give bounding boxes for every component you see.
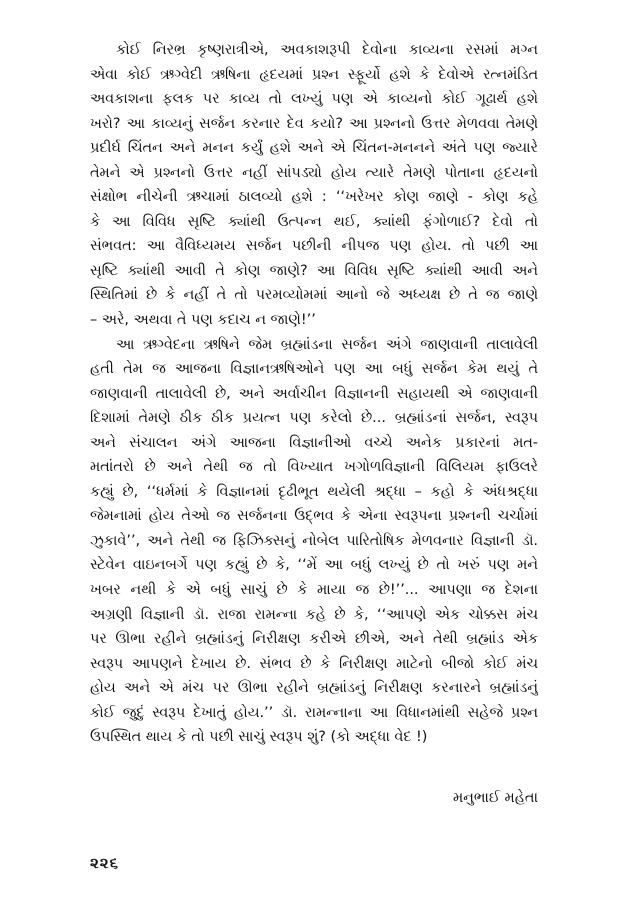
text-line: હતી તેમ જ આજના વિજ્ઞાનઋષિઓને પણ આ બધું સર્જન કેમ થયું તે bbox=[90, 361, 538, 378]
text-line: અવકાશના ફલક પર કાવ્ય તો લખ્યું પણ એ કાવ્યનો કોઈ ગૂઢાર્થ હશે bbox=[90, 91, 538, 108]
text-line: જાણવાની તાલાવેલી છે, અને અર્વાચીન વિજ્ઞાનની સહાયથી એ જાણવાની bbox=[90, 385, 538, 402]
text-line: કે આ વિવિધ સૃષ્ટિ ક્યાંથી ઉત્પન્ન થઈ, ક્યાંથી ફંગોળાઈ? દેવો તો bbox=[90, 213, 538, 230]
text-line: ખબર નથી કે એ બધું સાચું છે કે માયા જ છે!’’... આપણા જ દેશના bbox=[90, 582, 538, 599]
text-line: દિશામાં તેમણે ઠીક ઠીક પ્રયત્ન પણ કરેલો છે... બ્રહ્માંડનાં સર્જન, સ્વરૂપ bbox=[90, 410, 538, 427]
paragraph-1 bbox=[90, 38, 538, 333]
text-line: અગ્રણી વિજ્ઞાની ડૉ. રાજા રામન્ના કહે છે કે, ‘‘આપણે એક ચોક્કસ મંચ bbox=[90, 606, 538, 623]
text-line: અને સંચાલન અંગે આજના વિજ્ઞાનીઓ વચ્ચે અનેક પ્રકારનાં મત- bbox=[90, 434, 538, 451]
text-line: પર ઊભા રહીને બ્રહ્માંડનું નિરીક્ષણ કરીએ છીએ, અને તેથી બ્રહ્માંડ એક bbox=[90, 631, 538, 648]
text-line: સૃષ્ટિ ક્યાંથી આવી તે કોણ જાણે? આ વિવિધ સૃષ્ટિ ક્યાંથી આવી અને bbox=[90, 262, 538, 279]
text-line: હોય અને એ મંચ પર ઊભા રહીને બ્રહ્માંડનું નિરીક્ષણ કરનારને બ્રહ્માંડનું bbox=[90, 680, 538, 697]
body-text bbox=[90, 38, 538, 750]
text-line: જેમનામાં હોય તેઓ જ સર્જનના ઉદ્‌ભવ કે એના સ્વરૂપના પ્રશ્નની ચર્ચામાં bbox=[90, 508, 538, 525]
text-line: એવા કોઈ ઋગ્વેદી ઋષિના હૃદયમાં પ્રશ્ન સ્ફૂર્યો હશે કે દેવોએ રત્નમંડિત bbox=[90, 66, 538, 83]
text-line: – અરે, અથવા તે પણ કદાચ ન જાણે!’’ bbox=[90, 312, 316, 329]
author-signature: મનુભાઈ મહેતા bbox=[452, 790, 538, 806]
paragraph-2 bbox=[90, 333, 538, 750]
text-line: ઉપસ્થિત થાય કે તો પછી સાચું સ્વરૂપ શું? (કો અદ્ધા વેદ !) bbox=[90, 729, 428, 746]
text-line: આ ઋગ્વેદના ઋષિને જેમ બ્રહ્માંડના સર્જન અંગે જાણવાની તાલાવેલી bbox=[116, 336, 538, 353]
text-line: સંભવત: આ વૈવિધ્યમય સર્જન પછીની નીપજ પણ હોય. તો પછી આ bbox=[90, 238, 538, 255]
text-line: પ્રદીર્ઘ ચિંતન અને મનન કર્યું હશે અને એ ચિંતન-મનનને અંતે પણ જ્યારે bbox=[90, 140, 538, 157]
page-number: ૨૨૬ bbox=[90, 854, 120, 872]
text-line: કહ્યું છે, ‘‘ધર્મમાં કે વિજ્ઞાનમાં દૃઢીભૂત થયેલી શ્રદ્ધા – કહો કે અંધશ્રદ્ધા bbox=[90, 483, 538, 500]
text-line: કોઈ નિરભ્ર કૃષ્ણરાત્રીએ, અવકાશરૂપી દેવોના કાવ્યના રસમાં મગ્ન bbox=[116, 42, 538, 58]
text-line: ઝુકાવે’’, અને તેથી જ ફિઝિક્સનું નોબેલ પારિતોષિક મેળવનાર વિજ્ઞાની ડૉ. bbox=[90, 532, 538, 549]
text-line: સ્ટેવેન વાઇનબર્ગે પણ કહ્યું છે કે, ‘‘મેં આ બધું લખ્યું છે તો ખરું પણ મને bbox=[90, 557, 538, 574]
text-line: સંક્ષોભ નીચેની ઋચામાં ઠાલવ્યો હશે : ‘‘ખરેખર કોણ જાણે - કોણ કહે bbox=[90, 189, 538, 206]
text-line: મતાંતરો છે અને તેથી જ તો વિખ્યાત ખગોળવિજ્ઞાની વિલિયમ ફાઉલરે bbox=[90, 459, 538, 476]
text-line: સ્વરૂપ આપણને દેખાય છે. સંભવ છે કે નિરીક્ષણ માટેનો બીજો કોઈ મંચ bbox=[90, 655, 538, 672]
text-line: તેમને એ પ્રશ્નનો ઉત્તર નહીં સાંપડ્યો હોય ત્યારે તેમણે પોતાના હૃદયનો bbox=[90, 164, 538, 181]
text-line: ખરો? આ કાવ્યનું સર્જન કરનાર દેવ કયો? આ પ્રશ્નનો ઉત્તર મેળવવા તેમણે bbox=[90, 115, 538, 132]
text-line: કોઈ જુદું સ્વરૂપ દેખાતું હોય.’’ ડૉ. રામન્નાના આ વિધાનમાંથી સહેજે પ્રશ્ન bbox=[90, 704, 538, 721]
text-line: સ્થિતિમાં છે કે નહીં તે તો પરમવ્યોમમાં આનો જે અધ્યક્ષ છે તે જ જાણે bbox=[90, 287, 538, 304]
